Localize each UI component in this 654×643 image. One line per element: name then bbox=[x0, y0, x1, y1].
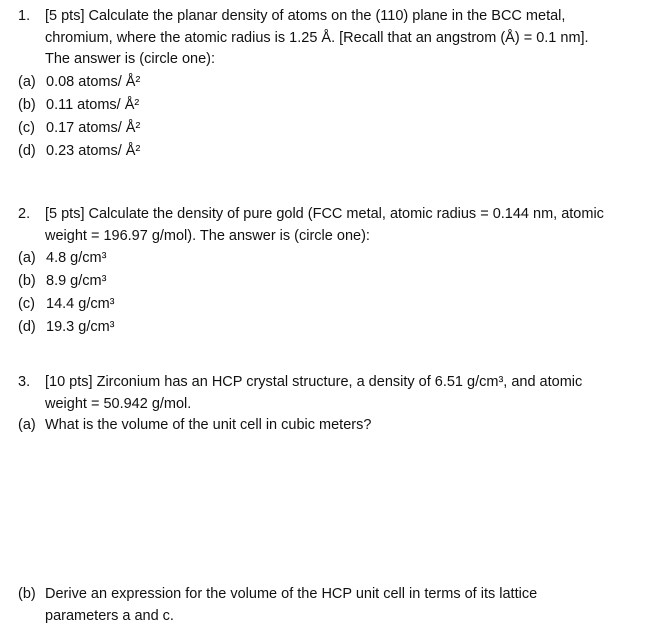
option-text: 0.23 atoms/ Å² bbox=[46, 142, 141, 159]
option-text: 0.08 atoms/ Å² bbox=[46, 73, 141, 90]
question-1 bbox=[18, 6, 652, 163]
question-1-option-c[interactable] bbox=[18, 117, 652, 140]
option-letter: (a) bbox=[18, 73, 36, 90]
part-letter: (b) bbox=[18, 586, 36, 602]
question-2-option-d[interactable] bbox=[18, 316, 652, 339]
question-3-part-b bbox=[18, 584, 652, 627]
option-text: 14.4 g/cm³ bbox=[46, 296, 115, 312]
question-3-number: 3. bbox=[18, 374, 31, 390]
option-text: 0.11 atoms/ Å² bbox=[46, 96, 140, 113]
question-1-option-b[interactable] bbox=[18, 94, 652, 117]
question-1-number: 1. bbox=[18, 8, 31, 24]
question-1-line-2: chromium, where the atomic radius is 1.25 Å. [Recall that an angstrom (Å) = 0.1 nm]. bbox=[45, 29, 589, 46]
option-letter: (b) bbox=[18, 273, 36, 289]
option-letter: (d) bbox=[18, 142, 36, 159]
part-text-line-2: parameters a and c. bbox=[45, 607, 174, 624]
question-3-line-2: weight = 50.942 g/mol. bbox=[45, 395, 192, 412]
part-text: What is the volume of the unit cell in cubic meters? bbox=[45, 417, 372, 433]
part-text-line-1: Derive an expression for the volume of the HCP unit cell in terms of its lattice bbox=[45, 586, 538, 602]
option-text: 19.3 g/cm³ bbox=[46, 319, 115, 335]
question-3-line-1: [10 pts] Zirconium has an HCP crystal structure, a density of 6.51 g/cm³, and atomic bbox=[45, 374, 583, 390]
option-letter: (c) bbox=[18, 296, 35, 312]
option-letter: (d) bbox=[18, 319, 36, 335]
option-letter: (a) bbox=[18, 250, 36, 266]
question-3-part-a bbox=[18, 415, 652, 437]
question-2-option-b[interactable] bbox=[18, 270, 652, 293]
question-2 bbox=[18, 204, 652, 339]
question-2-line-1: [5 pts] Calculate the density of pure gold (FCC metal, atomic radius = 0.144 nm, atomic bbox=[45, 206, 604, 222]
option-text: 0.17 atoms/ Å² bbox=[46, 119, 141, 136]
option-text: 8.9 g/cm³ bbox=[46, 273, 107, 289]
question-1-line-1: [5 pts] Calculate the planar density of atoms on the (110) plane in the BCC metal, bbox=[45, 8, 566, 24]
option-letter: (c) bbox=[18, 119, 35, 136]
question-2-number: 2. bbox=[18, 206, 31, 222]
question-3 bbox=[18, 372, 652, 437]
option-text: 4.8 g/cm³ bbox=[46, 250, 107, 266]
question-1-line-3: The answer is (circle one): bbox=[45, 51, 216, 67]
option-letter: (b) bbox=[18, 96, 36, 113]
question-2-option-c[interactable] bbox=[18, 293, 652, 316]
question-2-option-a[interactable] bbox=[18, 247, 652, 270]
question-1-option-a[interactable] bbox=[18, 71, 652, 94]
question-2-line-2: weight = 196.97 g/mol). The answer is (circle one): bbox=[45, 227, 370, 244]
part-letter: (a) bbox=[18, 417, 36, 433]
question-1-option-d[interactable] bbox=[18, 140, 652, 163]
